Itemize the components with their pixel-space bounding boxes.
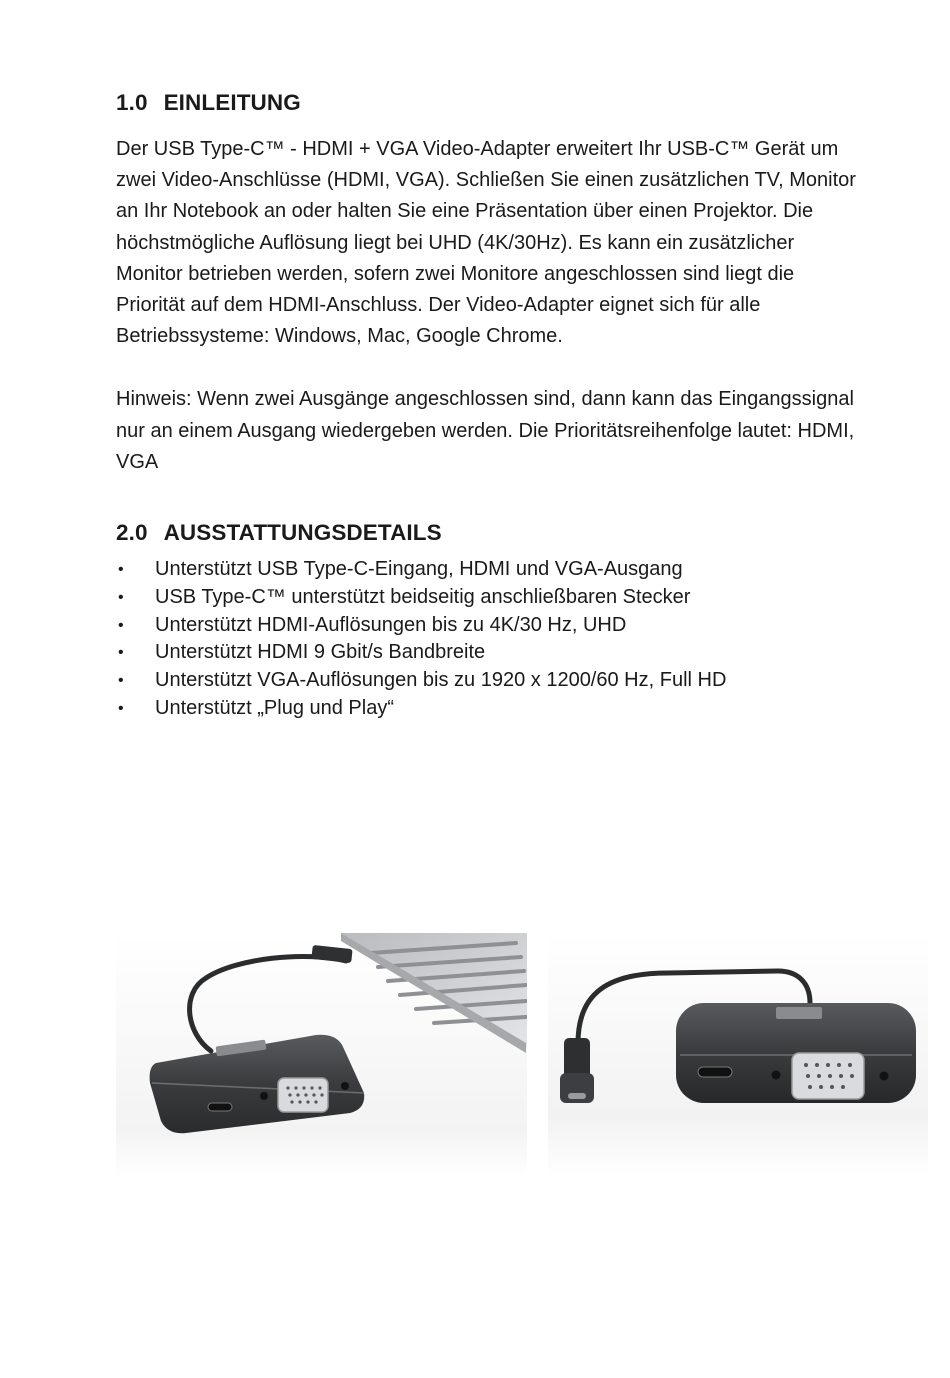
adapter-icon bbox=[676, 1003, 916, 1103]
intro-paragraph: Der USB Type-C™ - HDMI + VGA Video-Adapter erweitert Ihr USB-C™ Gerät um zwei Video-Anschlüsse (HDMI, VGA). Schließen Sie einen zusätzlichen TV, Monitor an Ihr Notebook an oder halten Sie eine Präsentation über einen Projektor. Die höchstmögliche Auflösung liegt bei UHD (4K/30Hz). Es kann ein zusätzlicher Monitor betrieben werden, sofern zwei Monitore angeschlossen sind liegt die Priorität auf dem HDMI-Anschluss. Der Video-Adapter eignet sich für alle Betriebssysteme: Windows, Mac, Google Chrome. bbox=[116, 138, 856, 348]
product-photo-with-laptop bbox=[116, 933, 527, 1178]
section-heading-ausstattung bbox=[116, 520, 856, 546]
section-title: EINLEITUNG bbox=[163, 90, 301, 115]
vga-port-icon bbox=[792, 1053, 864, 1099]
bullet-icon: • bbox=[118, 700, 124, 718]
bullet-icon: • bbox=[118, 616, 124, 634]
product-photo-adapter bbox=[548, 933, 928, 1178]
section-title: AUSSTATTUNGSDETAILS bbox=[163, 520, 442, 546]
feature-text: Unterstützt VGA-Auflösungen bis zu 1920 x 1200/60 Hz, Full HD bbox=[155, 669, 727, 692]
feature-text: Unterstützt „Plug und Play“ bbox=[155, 697, 394, 720]
bullet-icon: • bbox=[118, 644, 124, 662]
list-item bbox=[116, 612, 856, 640]
feature-list bbox=[116, 556, 856, 723]
usb-c-port-icon bbox=[698, 1067, 732, 1077]
note-paragraph: Hinweis: Wenn zwei Ausgänge angeschlossen sind, dann kann das Eingangssignal nur an einem Ausgang wiedergeben werden. Die Prioritätsreihenfolge lautet: HDMI, VGA bbox=[116, 388, 855, 473]
vga-port-icon bbox=[278, 1078, 328, 1112]
usb-c-port-icon bbox=[208, 1103, 232, 1111]
section-number: 2.0 bbox=[116, 520, 148, 546]
list-item bbox=[116, 556, 856, 584]
usb-c-plug-icon bbox=[560, 1038, 594, 1103]
list-item bbox=[116, 667, 856, 695]
bullet-icon: • bbox=[118, 672, 124, 690]
list-item bbox=[116, 639, 856, 667]
bullet-icon: • bbox=[118, 561, 124, 579]
brand-logo bbox=[776, 1007, 822, 1019]
feature-text: Unterstützt HDMI 9 Gbit/s Bandbreite bbox=[155, 641, 486, 664]
feature-text: USB Type-C™ unterstützt beidseitig anschließbaren Stecker bbox=[155, 585, 691, 608]
feature-text: Unterstützt HDMI-Auflösungen bis zu 4K/30 Hz, UHD bbox=[155, 613, 627, 636]
document-page bbox=[116, 90, 856, 723]
feature-text: Unterstützt USB Type-C-Eingang, HDMI und VGA-Ausgang bbox=[155, 558, 683, 581]
list-item bbox=[116, 695, 856, 723]
bullet-icon: • bbox=[118, 588, 124, 606]
list-item bbox=[116, 584, 856, 612]
section-heading-einleitung bbox=[116, 90, 856, 116]
section-number: 1.0 bbox=[116, 90, 148, 115]
